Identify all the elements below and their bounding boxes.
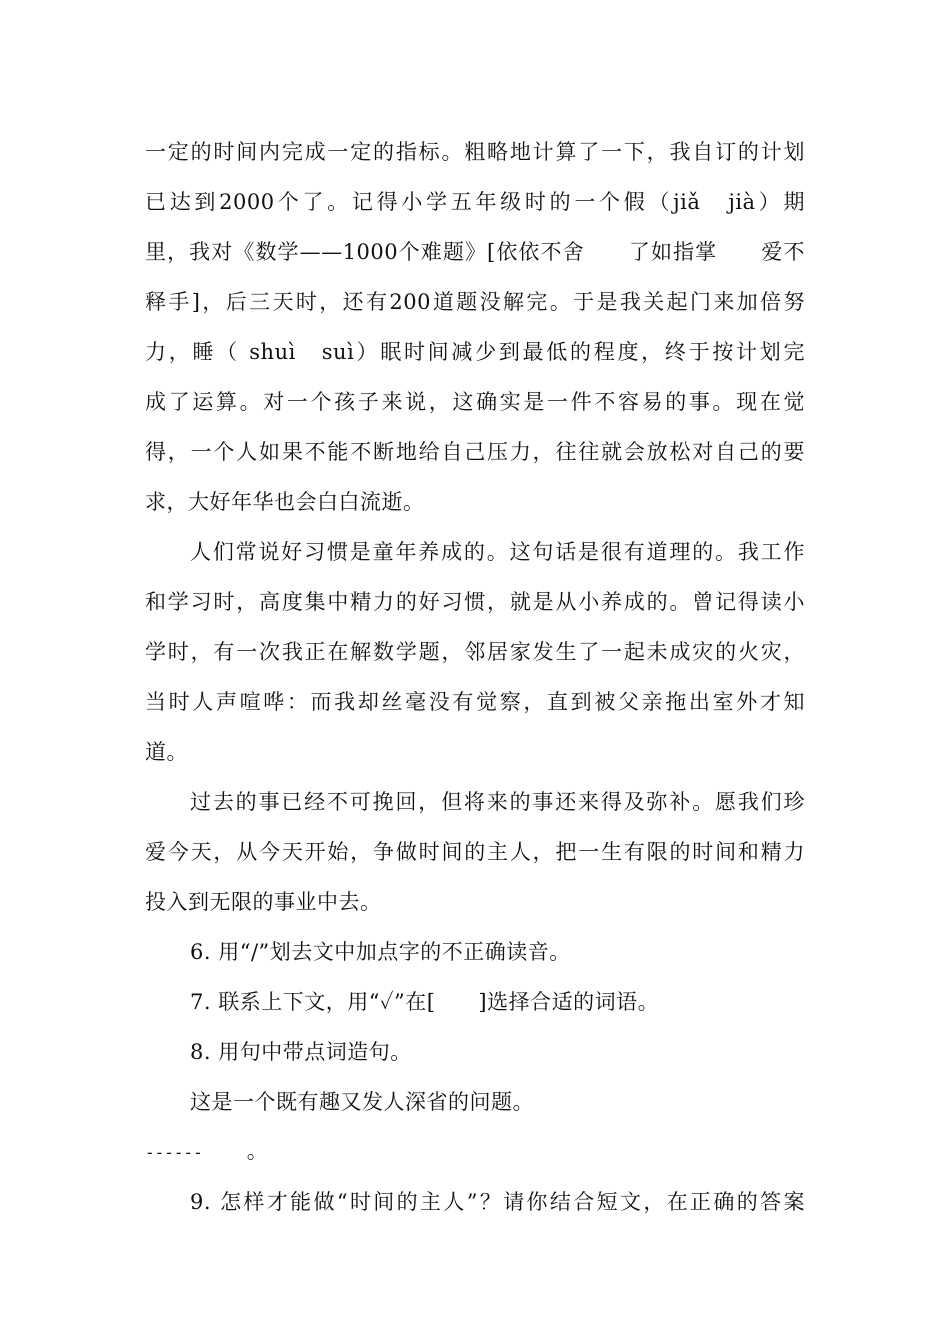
p1-line-7: 得，一个人如果不能不断地给自己压力，往往就会放松对自己的要 xyxy=(145,440,805,464)
p1-line-1: 一定的时间内完成一定的指标。粗略地计算了一下，我自订的计划 xyxy=(145,140,805,164)
p2-line-4: 当时人声喧哗：而我却丝毫没有觉察，直到被父亲拖出室外才知 xyxy=(145,690,805,714)
p3-line-2: 爱今天，从今天开始，争做时间的主人，把一生有限的时间和精力 xyxy=(145,840,805,864)
p1-line-3: 里，我对《数学——1000个难题》[依依不舍 了如指掌 爱不 xyxy=(145,240,805,264)
question-7: 7. 联系上下文，用“✓”在[ ]选择合适的词语。 xyxy=(190,990,660,1014)
p2-line-1: 人们常说好习惯是童年养成的。这句话是很有道理的。我工作 xyxy=(190,540,805,564)
answer-blank-dashes: ------ xyxy=(145,1143,203,1162)
question-9: 9. 怎样才能做“时间的主人”？请你结合短文，在正确的答案 xyxy=(190,1190,805,1214)
answer-blank-line[interactable] xyxy=(145,1136,268,1166)
p1-line-8: 求，大好年华也会白白流逝。 xyxy=(145,490,425,514)
p2-line-2: 和学习时，高度集中精力的好习惯，就是从小养成的。曾记得读小 xyxy=(145,590,805,614)
p2-line-5: 道。 xyxy=(145,740,188,764)
p1-line-4: 释手]，后三天时，还有200道题没解完。于是我关起门来加倍努 xyxy=(145,290,805,314)
question-6: 6. 用“/”划去文中加点字的不正确读音。 xyxy=(190,940,571,964)
answer-blank-period: 。 xyxy=(246,1139,268,1163)
p2-line-3: 学时，有一次我正在解数学题，邻居家发生了一起未成灾的火灾， xyxy=(145,640,805,664)
p3-line-3: 投入到无限的事业中去。 xyxy=(145,890,382,914)
p3-line-1: 过去的事已经不可挽回，但将来的事还来得及弥补。愿我们珍 xyxy=(190,790,805,814)
p1-line-2: 已达到2000个了。记得小学五年级时的一个假（jiǎ jià）期 xyxy=(145,190,805,214)
question-8-example-sentence: 这是一个既有趣又发人深省的问题。 xyxy=(190,1090,534,1114)
p1-line-5: 力，睡（ shuì suì）眠时间减少到最低的程度，终于按计划完 xyxy=(145,340,805,364)
question-8: 8. 用句中带点词造句。 xyxy=(190,1040,412,1064)
p1-line-6: 成了运算。对一个孩子来说，这确实是一件不容易的事。现在觉 xyxy=(145,390,805,414)
